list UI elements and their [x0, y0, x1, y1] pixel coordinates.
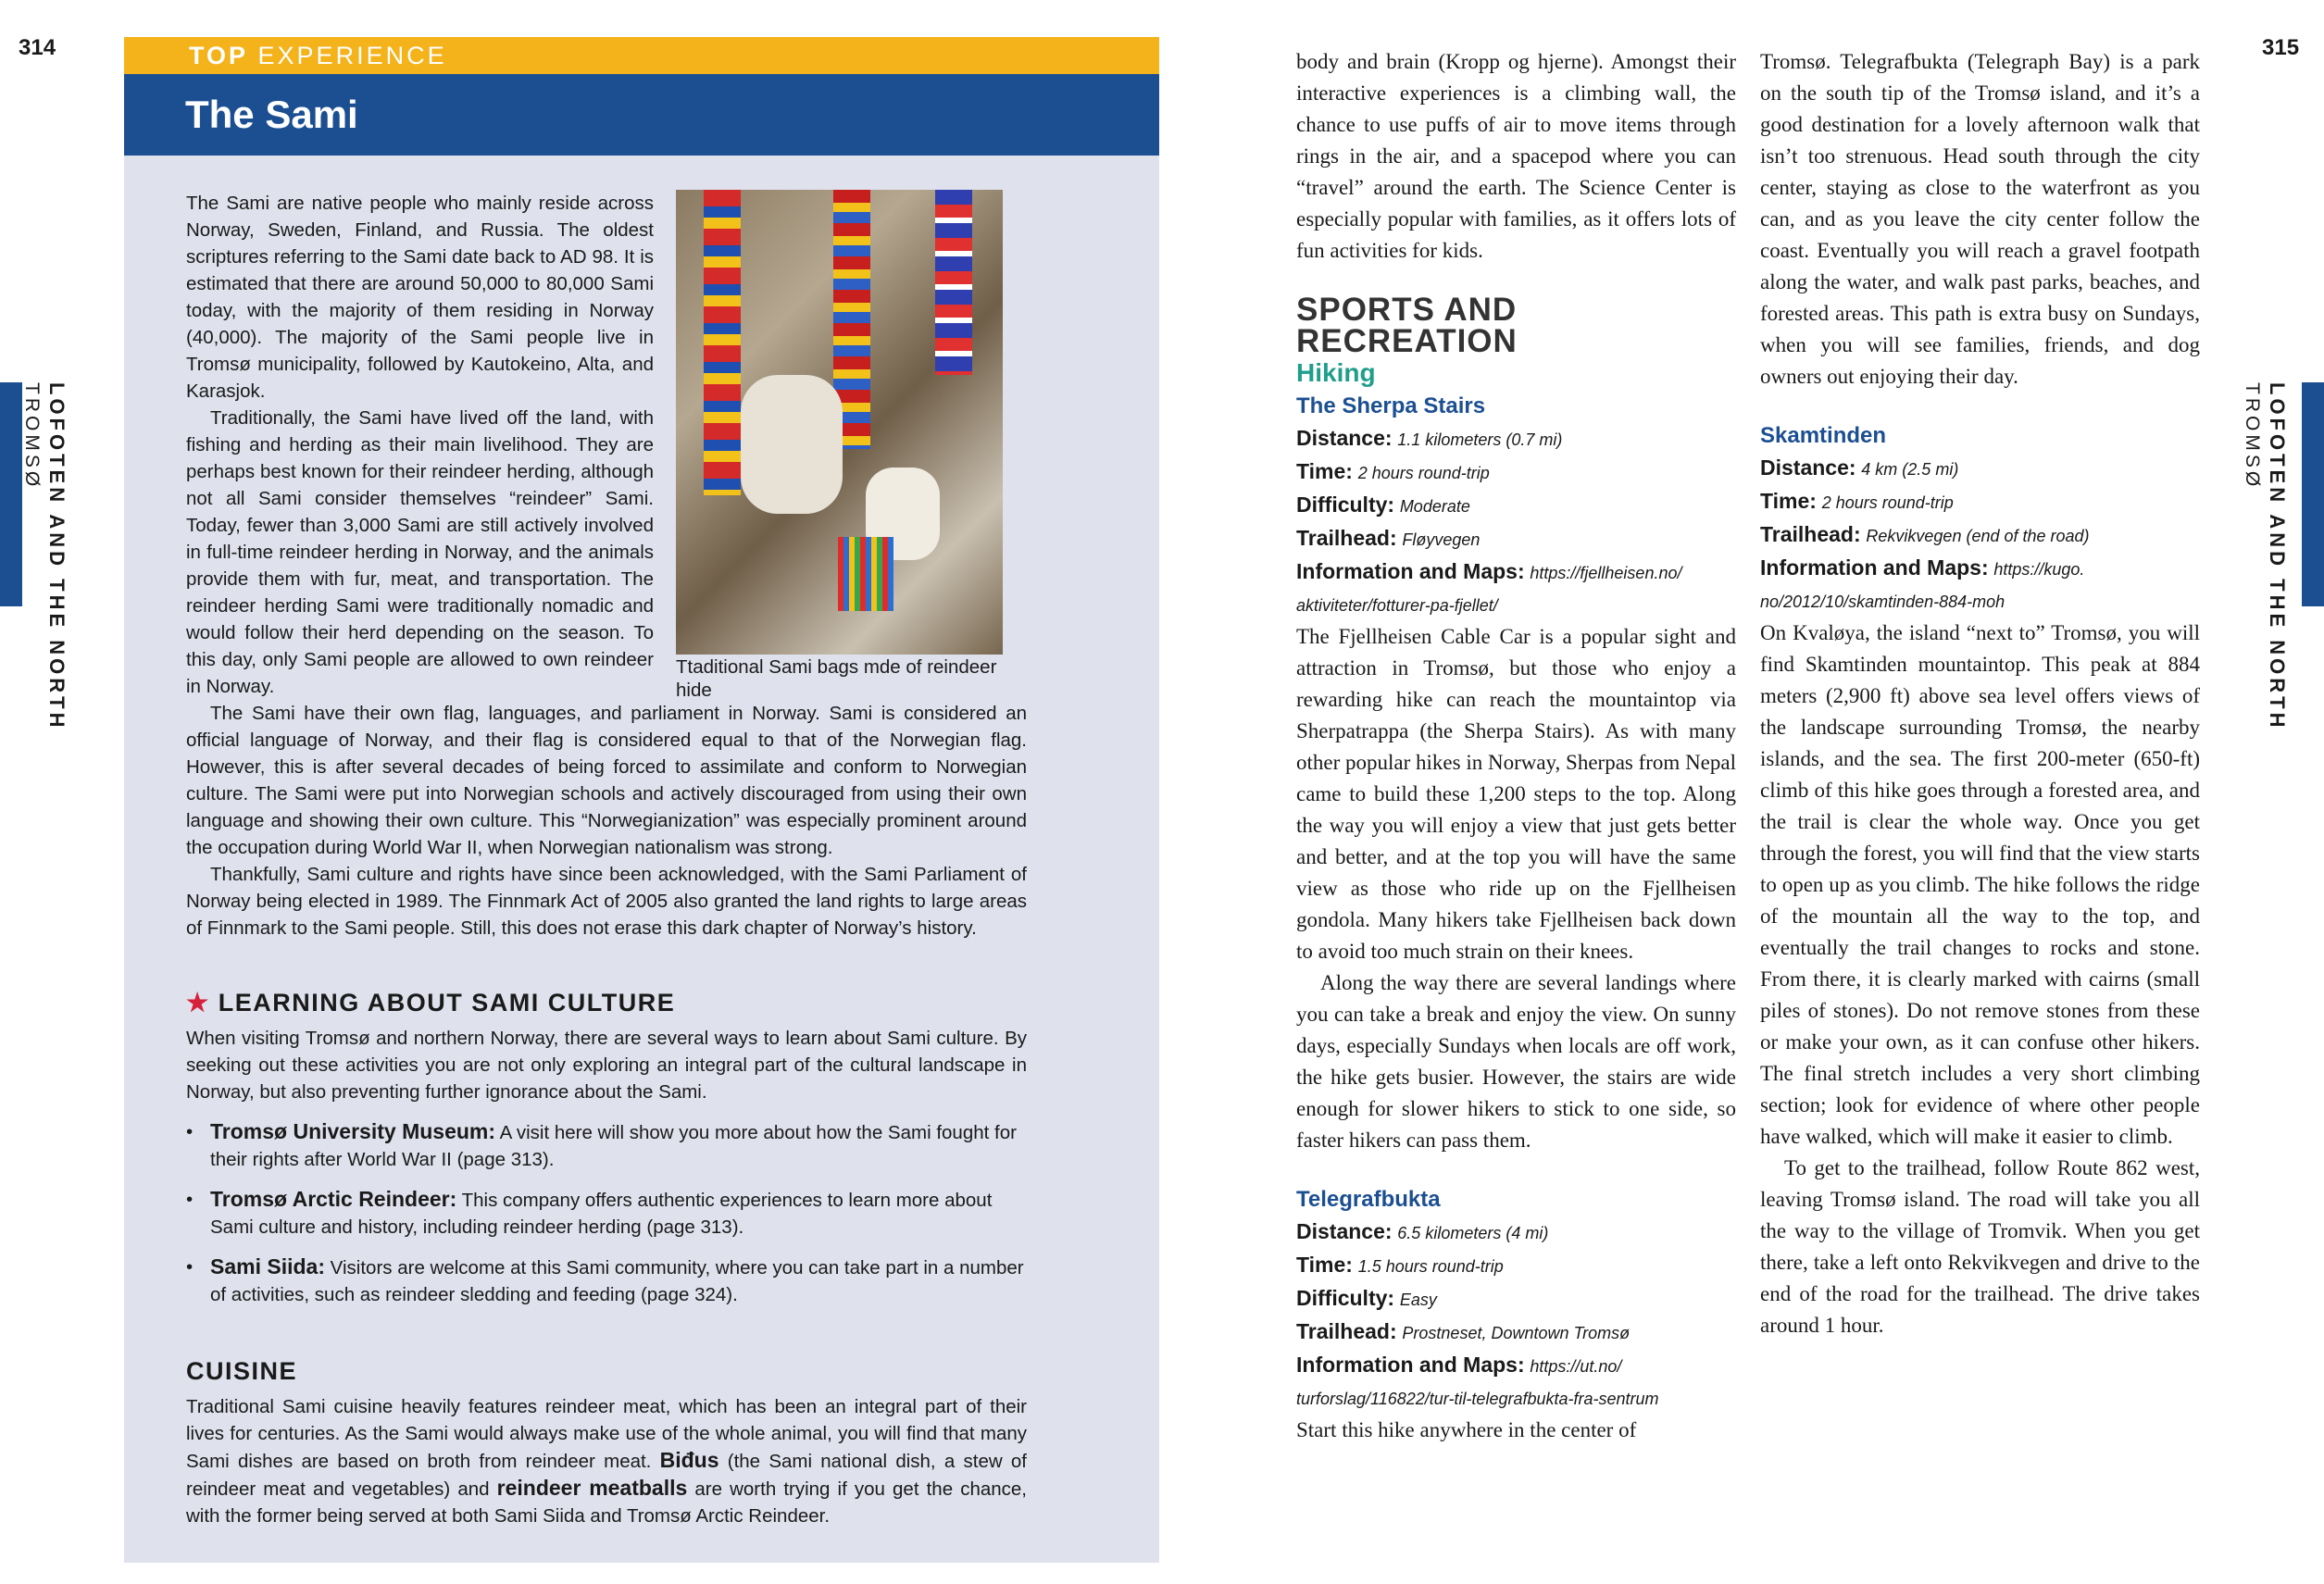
- skamtinden-title: Skamtinden: [1760, 423, 1887, 448]
- value: 1.1 kilometers (0.7 mi): [1397, 430, 1563, 449]
- star-icon: ★: [186, 989, 210, 1017]
- cuisine-dish-meatballs: reindeer meatballs: [496, 1476, 688, 1500]
- skamtinden-info: [1760, 552, 2200, 585]
- label: Trailhead:: [1760, 522, 1861, 546]
- hiking-heading: Hiking: [1296, 358, 1376, 387]
- learning-heading: [186, 989, 1027, 1017]
- telegraf-info: [1296, 1349, 1736, 1382]
- value: 4 km (2.5 mi): [1861, 460, 1959, 479]
- running-head-chapter: LOFOTEN AND THE NORTH: [45, 382, 69, 731]
- label: Distance:: [1760, 455, 1856, 480]
- sherpa-distance: [1296, 422, 1736, 455]
- running-head-left: [17, 382, 72, 753]
- value: Easy: [1399, 1291, 1437, 1309]
- list-item-text: A visit here will show you more about how the Sami fought for their rights after World War II (page 313).: [210, 1122, 1017, 1170]
- learning-section: [186, 989, 1027, 1321]
- list-item-text: Visitors are welcome at this Sami community, where you can take part in a number of activities, such as reindeer sledding and feeding (page 324).: [210, 1257, 1024, 1305]
- info-link[interactable]: no/2012/10/skamtinden-884-moh: [1760, 592, 2005, 611]
- label: Information and Maps:: [1760, 555, 1989, 580]
- skamtinden-paragraph-1: On Kvaløya, the island “next to” Tromsø, you will find Skamtinden mountaintop. This peak at 884 meters (2,900 ft) above sea level offers views of the landscape surrounding Tromsø, the nearby islands, and the sea. The first 200-meter (650-ft) climb of this hike goes through a forested area, and the trail is clear the whole way. Once you get through the forest, you will find that the view starts to open up as you climb. The hike follows the ridge of the mountain all the way to the top, and eventually the trail changes to rocks and stone. From there, it is clearly marked with cairns (small piles of stones). Do not remove stones from these or make your own, as it can confuse other hikers. The final stretch includes a very short climbing section; look for evidence of where other people have walked, which will make it easier to climb.: [1760, 621, 2200, 1148]
- label: Distance:: [1296, 1219, 1393, 1243]
- label: Information and Maps:: [1296, 559, 1525, 583]
- right-page-column-2: [1760, 46, 2200, 1341]
- top-experience-bar: [124, 37, 1159, 74]
- skamtinden-paragraph-2: To get to the trailhead, follow Route 862 west, leaving Tromsø island. The road will take you all the way to the village of Tromvik. When you get there, take a left onto Rekvikvegen and drive to the end of the road for the trailhead. The drive takes around 1 hour.: [1760, 1156, 2200, 1337]
- telegraf-info-cont: [1296, 1382, 1736, 1415]
- sherpa-info: [1296, 555, 1736, 589]
- intro-paragraph-3: The Sami have their own flag, languages, and parliament in Norway. Sami is considered an official language of Norway, and their flag is considered equal to that of the Norwegian flag. However, this is after several decades of being forced to assimilate and conform to Norwegian culture. The Sami were put into Norwegian schools and actively discouraged from using their own language and showing their own culture. This “Norwegianization” was especially prominent around the occupation during World War II, when Norwegian nationalism was strong.: [186, 703, 1027, 858]
- telegraf-paragraph-1: Start this hike anywhere in the center of: [1296, 1418, 1637, 1441]
- label: Difficulty:: [1296, 1286, 1395, 1310]
- sherpa-paragraph-1: The Fjellheisen Cable Car is a popular sight and attraction in Tromsø, but those who enjoy a rewarding hike can reach the mountaintop via Sherpatrappa (the Sherpa Stairs). As with many other popular hikes in Norway, Sherpas from Nepal came to build these 1,200 steps to the top. Along the way you will enjoy a view that just gets better and better, and at the top you will have the same view as those who ride up on the Fjellheisen gondola. Many hikers take Fjellheisen back down to avoid too much strain on their knees.: [1296, 625, 1736, 963]
- list-item: [186, 1118, 1027, 1173]
- value: Prostneset, Downtown Tromsø: [1402, 1324, 1631, 1342]
- info-link[interactable]: aktiviteter/fotturer-pa-fjellet/: [1296, 596, 1498, 615]
- photo-strap: [935, 190, 972, 375]
- list-item-name: Sami Siida:: [210, 1254, 325, 1278]
- sherpa-title: The Sherpa Stairs: [1296, 393, 1486, 418]
- photo-bag: [741, 375, 843, 514]
- list-item-name: Tromsø Arctic Reindeer:: [210, 1187, 457, 1211]
- reindeer-bags-photo: [676, 190, 1003, 655]
- telegraf-difficulty: [1296, 1282, 1736, 1316]
- intro-text-narrow: [186, 190, 654, 700]
- intro-paragraph-2: Traditionally, the Sami have lived off the land, with fishing and herding as their main livelihood. They are perhaps best known for their reindeer herding, although not all Sami consider themselves “reindeer” Sami. Today, fewer than 3,000 Sami are still actively involved in full-time reindeer herding in Norway, and the animals provide them with fur, meat, and transportation. The reindeer herding Sami were traditionally nomadic and would follow their herd depending on the season. To this day, only Sami people are allowed to own reindeer in Norway.: [186, 407, 654, 697]
- sherpa-paragraph-2: Along the way there are several landings where you can take a break and enjoy the view. On sunny days, especially Sundays when locals are off work, the hike gets busier. However, the stairs are wide enough for slower hikers to stick to one side, so faster hikers can pass them.: [1296, 971, 1736, 1152]
- label: Distance:: [1296, 426, 1393, 450]
- feature-title: The Sami: [185, 93, 358, 136]
- cuisine-heading: CUISINE: [186, 1357, 298, 1385]
- page-number-right: 315: [2262, 35, 2300, 60]
- label: Time:: [1296, 1253, 1353, 1277]
- info-link[interactable]: turforslag/116822/tur-til-telegrafbukta-fra-sentrum: [1296, 1390, 1659, 1408]
- value: 1.5 hours round-trip: [1357, 1257, 1504, 1276]
- sherpa-time: [1296, 455, 1736, 489]
- sherpa-difficulty: [1296, 489, 1736, 522]
- telegraf-distance: [1296, 1216, 1736, 1249]
- right-page-column-1: [1296, 46, 1736, 1446]
- skamtinden-info-cont: [1760, 585, 2200, 617]
- label: Trailhead:: [1296, 1319, 1397, 1343]
- value: 2 hours round-trip: [1821, 493, 1954, 512]
- telegraf-paragraph-2: Tromsø. Telegrafbukta (Telegraph Bay) is a park on the south tip of the Tromsø island, and it’s a good destination for a lovely afternoon walk that isn’t too strenuous. Head south through the city center, staying as close to the waterfront as you can, and as you leave the city center follow the coast. Eventually you will reach a gravel footpath along the water, and walk past parks, beaches, and forested areas. This path is extra busy on Sundays, when you will see families, friends, and dog owners out enjoying their day.: [1760, 50, 2200, 388]
- cuisine-dish-bidus: Biđus: [659, 1448, 719, 1472]
- sports-heading: [1296, 294, 1736, 357]
- label: Time:: [1296, 459, 1353, 483]
- running-head-section: TROMSØ: [2242, 382, 2263, 491]
- section-tab-right: [2302, 382, 2324, 606]
- label: Trailhead:: [1296, 526, 1397, 550]
- learning-heading-text: LEARNING ABOUT SAMI CULTURE: [218, 989, 676, 1017]
- skamtinden-distance: [1760, 452, 2200, 485]
- cuisine-text-part: are worth trying if you get the chance, with the former being served at both Sami Siida and Tromsø Arctic Reindeer.: [186, 1478, 1027, 1527]
- top-experience-bold: TOP: [189, 42, 249, 69]
- intro-paragraph-4: Thankfully, Sami culture and rights have since been acknowledged, with the Sami Parliament of Norway being elected in 1989. The Finnmark Act of 2005 also granted the land rights to large areas of Finnmark to the Sami people. Still, this does not erase this dark chapter of Norway’s history.: [186, 864, 1027, 939]
- cuisine-text: [186, 1393, 1027, 1529]
- list-item-name: Tromsø University Museum:: [210, 1119, 496, 1143]
- intro-text-wide: [186, 700, 1027, 942]
- telegraf-title: Telegrafbukta: [1296, 1187, 1441, 1212]
- sports-heading-line1: SPORTS AND: [1296, 292, 1518, 328]
- info-link[interactable]: https://ut.no/: [1530, 1357, 1622, 1376]
- page-number-left: 314: [19, 35, 56, 60]
- sherpa-trailhead: [1296, 522, 1736, 555]
- top-experience-label: EXPERIENCE: [257, 42, 447, 69]
- cuisine-text-part: Traditional Sami cuisine heavily features reindeer meat, which has been an integral part of their lives for centuries. As the Sami would always make use of the whole animal, you will find that many Sami dishes are based on broth from reindeer meat.: [186, 1396, 1027, 1472]
- sherpa-info-cont: [1296, 589, 1736, 621]
- label: Difficulty:: [1296, 493, 1395, 517]
- value: Moderate: [1399, 497, 1470, 516]
- learning-intro: When visiting Tromsø and northern Norway, there are several ways to learn about Sami culture. By seeking out these activities you are not only exploring an integral part of the cultural landscape in Norway, but also preventing further ignorance about the Sami.: [186, 1028, 1027, 1103]
- running-head-right: [2237, 382, 2293, 753]
- science-center-text: body and brain (Kropp og hjerne). Amongst their interactive experiences is a climbing wall, the chance to use puffs of air to move items through rings in the air, and a spacepod where you can “travel” around the earth. The Science Center is especially popular with families, as it offers lots of fun activities for kids.: [1296, 50, 1736, 262]
- skamtinden-time: [1760, 485, 2200, 518]
- cuisine-section: [186, 1357, 1027, 1529]
- skamtinden-trailhead: [1760, 518, 2200, 552]
- label: Time:: [1760, 489, 1817, 513]
- value: 6.5 kilometers (4 mi): [1397, 1224, 1549, 1242]
- sports-heading-line2: RECREATION: [1296, 323, 1518, 359]
- photo-strap: [704, 190, 741, 495]
- info-link[interactable]: https://kugo.: [1993, 560, 2085, 579]
- intro-paragraph-1: The Sami are native people who mainly reside across Norway, Sweden, Finland, and Russia. The oldest scriptures referring to the Sami date back to AD 98. It is estimated that there are around 50,000 to 80,000 Sami today, with the majority of them residing in Norway (40,000). The majority of the Sami people live in Tromsø municipality, followed by Kautokeino, Alta, and Karasjok.: [186, 193, 654, 402]
- cuisine-text-part: (the Sami national dish, a stew of reindeer meat and vegetables) and: [186, 1451, 1027, 1500]
- running-head-chapter: LOFOTEN AND THE NORTH: [2266, 382, 2289, 731]
- photo-caption: Ttaditional Sami bags mde of reindeer hide: [676, 656, 997, 701]
- value: Fløyvegen: [1402, 530, 1481, 549]
- label: Information and Maps:: [1296, 1353, 1525, 1377]
- info-link[interactable]: https://fjellheisen.no/: [1530, 564, 1682, 582]
- value: 2 hours round-trip: [1357, 464, 1490, 482]
- telegraf-time: [1296, 1249, 1736, 1282]
- list-item: [186, 1186, 1027, 1241]
- list-item: [186, 1253, 1027, 1308]
- running-head-section: TROMSØ: [21, 382, 43, 491]
- list-item-text: This company offers authentic experiences to learn more about Sami culture and history, including reindeer herding (page 313).: [210, 1190, 993, 1238]
- feature-title-bar: [124, 74, 1159, 156]
- telegraf-trailhead: [1296, 1316, 1736, 1349]
- photo-tassel: [838, 537, 893, 611]
- value: Rekvikvegen (end of the road): [1866, 527, 2090, 545]
